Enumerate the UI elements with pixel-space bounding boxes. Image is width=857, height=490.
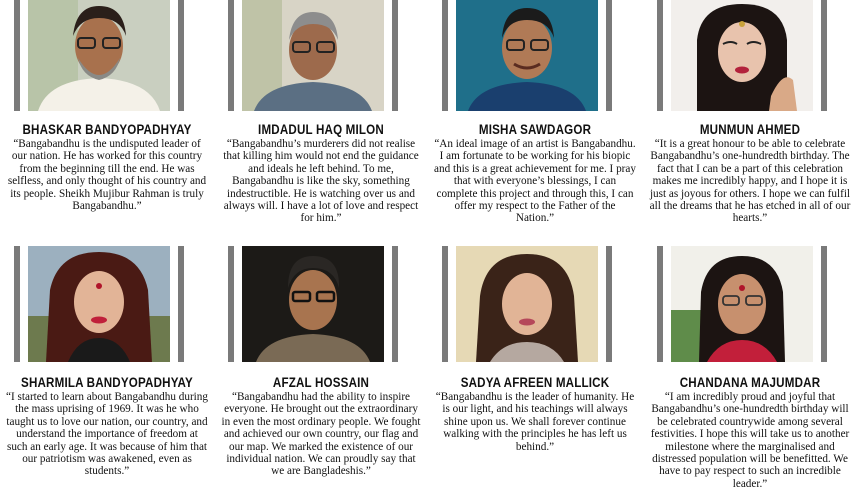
person-quote: “Bangabandhu is the leader of humanity. He is our light, and his teachings will always shine upon us. We shall forever continue walking with the principles he has left us behind.” — [435, 391, 635, 453]
portrait-frame — [442, 246, 612, 362]
person-name: CHANDANA MAJUMDAR — [679, 375, 821, 390]
person-name: MISHA SAWDAGOR — [478, 122, 592, 137]
person-name: SHARMILA BANDYOPADHYAY — [21, 375, 193, 390]
person-name: IMDADUL HAQ MILON — [258, 122, 384, 137]
portrait-photo — [242, 0, 384, 111]
portrait-frame — [228, 246, 398, 362]
portrait-frame — [14, 246, 184, 362]
portrait-frame — [228, 0, 398, 111]
portrait-frame — [657, 246, 827, 362]
person-name: SADYA AFREEN MALLICK — [460, 375, 610, 390]
portrait-frame — [14, 0, 184, 111]
person-name: MUNMUN AHMED — [699, 122, 801, 137]
portrait-photo — [456, 0, 598, 111]
portrait-photo — [28, 0, 170, 111]
portrait-photo — [671, 246, 813, 362]
portrait-photo — [242, 246, 384, 362]
person-quote: “Bangabandhu is the undisputed leader of our nation. He has worked for this country from the beginning till the end. He was selfless, and only thought of his country and its people. Sheikh Mujibur Rahman is truly Bangabandhu.” — [7, 138, 207, 213]
portrait-photo — [671, 0, 813, 111]
portrait-frame — [657, 0, 827, 111]
person-quote: “I started to learn about Bangabandhu during the mass uprising of 1969. It was he who taught us to love our nation, our country, and understand the importance of freedom at such an early age. It was because of him that our patriotism was awakened, even as students.” — [6, 391, 208, 478]
portrait-frame — [442, 0, 612, 111]
person-quote: “Bangabandhu’s murderers did not realise that killing him would not end the guidance and ideals he left behind. To me, Bangabandhu is like the sky, something indestructible. He is watching over us and always will. I have a lot of love and respect for him.” — [223, 138, 419, 225]
portrait-photo — [28, 246, 170, 362]
portrait-photo — [456, 246, 598, 362]
person-quote: “Bangabandhu had the ability to inspire everyone. He brought out the extraordinary in even the most ordinary people. We fought and achieved our own country, our flag and our map. We marked the existence of our individual nation. We can proudly say that we are Bangladeshis.” — [221, 391, 421, 478]
person-quote: “An ideal image of an artist is Bangabandhu. I am fortunate to be working for his biopic and this is a great achievement for me. I pray that with everyone’s blessings, I can complete this project and through this, I can offer my respect to the Father of the Nation.” — [434, 138, 636, 225]
person-name: BHASKAR BANDYOPADHYAY — [22, 122, 192, 137]
person-quote: “It is a great honour to be able to celebrate Bangabandhu’s one-hundredth birthday. The fact that I can be a part of this celebration makes me incredibly happy, and I hope it is just as joyous for others. I hope we can fulfil all the dreams that he has etched in all of our hearts.” — [649, 138, 851, 225]
person-name: AFZAL HOSSAIN — [272, 375, 370, 390]
person-quote: “I am incredibly proud and joyful that Bangabandhu’s one-hundredth birthday will be celebrated countrywide among several festivities. I hope this will take us to another milestone where the marginalised and distressed population will be benefitted. We have to pay respect to such an incredible leader.” — [650, 391, 850, 490]
